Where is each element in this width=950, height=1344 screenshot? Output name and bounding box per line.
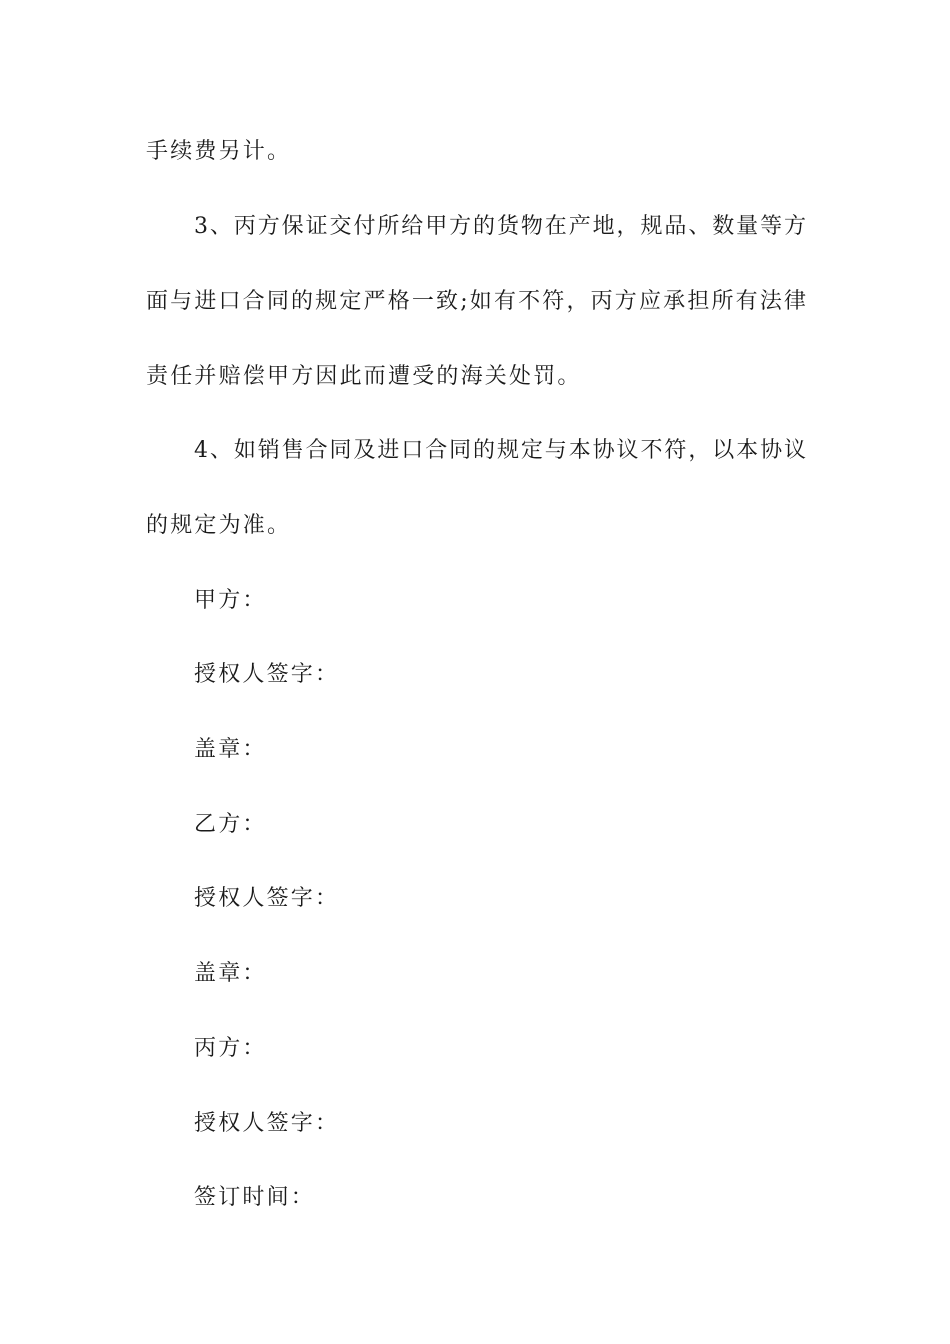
signature-line-authorized-signature: 授权人签字：	[194, 662, 340, 687]
paragraph-line: 的规定为准。	[146, 513, 292, 538]
signature-line-seal: 盖章：	[194, 737, 267, 762]
signature-line-party-b: 乙方：	[194, 812, 267, 837]
signature-line-party-a: 甲方：	[194, 588, 267, 613]
paragraph-line: 4、如销售合同及进口合同的规定与本协议不符，以本协议	[194, 438, 806, 463]
signature-line-seal: 盖章：	[194, 961, 267, 986]
signature-line-signing-date: 签订时间：	[194, 1185, 316, 1210]
paragraph-line: 手续费另计。	[146, 139, 292, 164]
signature-line-party-c: 丙方：	[194, 1036, 267, 1061]
paragraph-line: 面与进口合同的规定严格一致;如有不符，丙方应承担所有法律	[146, 289, 806, 314]
signature-line-authorized-signature: 授权人签字：	[194, 886, 340, 911]
paragraph-line: 3、丙方保证交付所给甲方的货物在产地，规品、数量等方	[194, 214, 806, 239]
signature-line-authorized-signature: 授权人签字：	[194, 1111, 340, 1136]
paragraph-line: 责任并赔偿甲方因此而遭受的海关处罚。	[146, 364, 582, 389]
